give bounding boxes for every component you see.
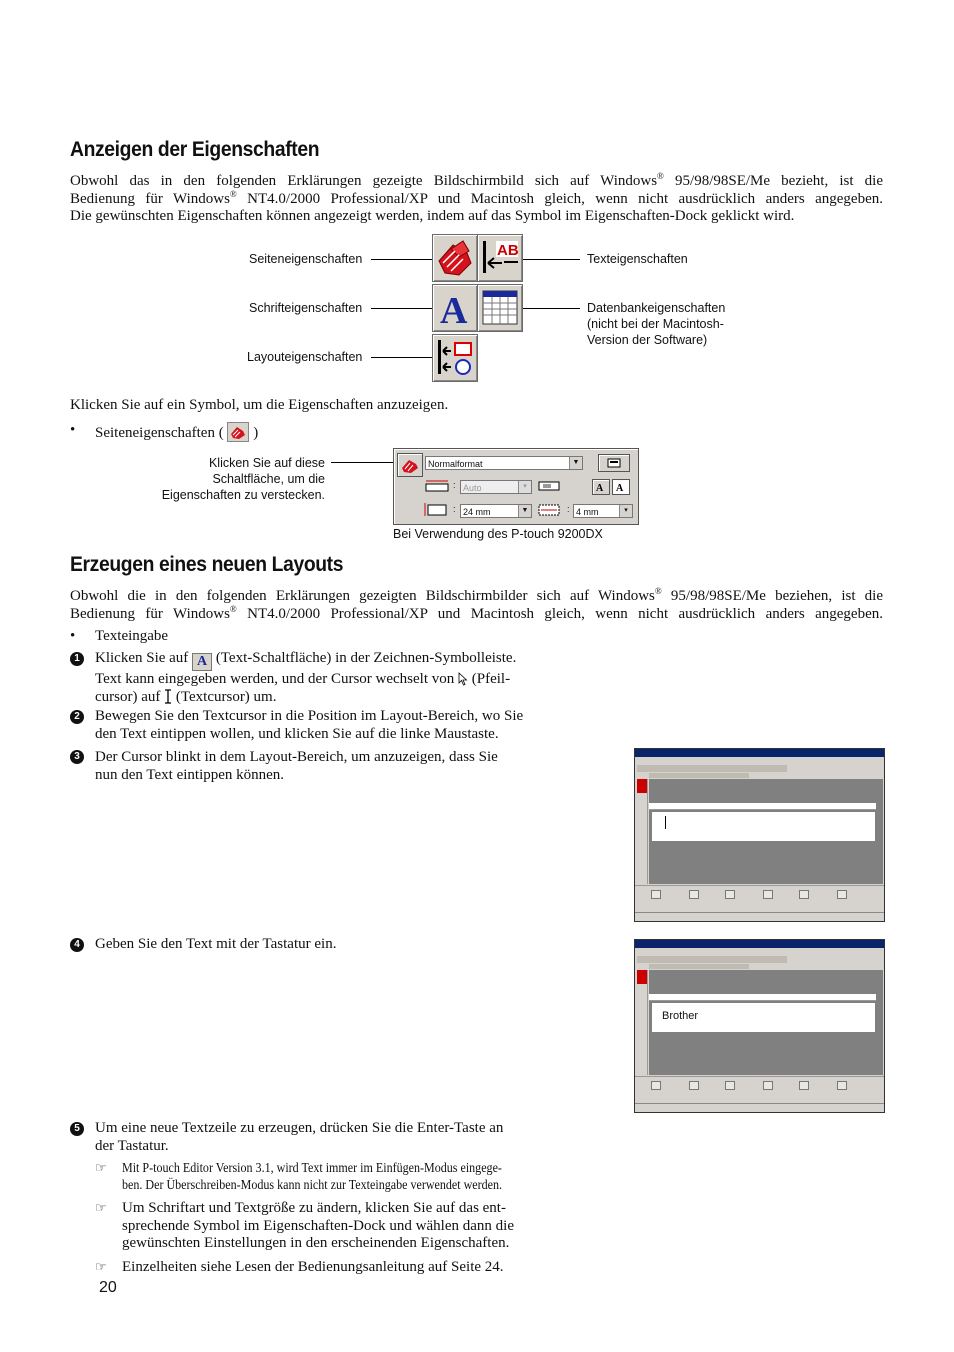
step-number-1: 1 (70, 652, 84, 666)
page-number: 20 (99, 1279, 117, 1296)
text-cursor-icon (164, 689, 172, 704)
text-button-icon: A (192, 653, 212, 671)
bullet-dot-2: • (70, 628, 76, 644)
svg-text:AB: AB (497, 242, 519, 259)
text-horizontal-button[interactable] (612, 479, 630, 495)
step-number-2: 2 (70, 710, 84, 724)
section-title-new-layout: Erzeugen eines neuen Layouts (70, 553, 344, 576)
step-number-5: 5 (70, 1122, 84, 1136)
font-properties-icon[interactable] (432, 284, 478, 332)
tape-width-icon (424, 479, 454, 493)
leader-line-text (520, 259, 580, 260)
note-hand-icon: ☞ (95, 1259, 107, 1274)
page-properties-dock: Normalformat ▼ : Auto ▾ A A : 24 mm ▼ : 4 mm ▾ (393, 448, 639, 525)
page-properties-icon[interactable] (432, 234, 478, 282)
bullet-dot: • (70, 422, 76, 438)
margin-field[interactable]: 4 mm ▾ (573, 504, 633, 518)
note-hand-icon: ☞ (95, 1200, 107, 1215)
typed-text: Brother (662, 1010, 699, 1022)
orientation-icon[interactable] (537, 479, 567, 493)
bullet-page-properties: Seiteneigenschaften ( ) (95, 422, 258, 443)
blinking-cursor (665, 816, 666, 829)
leader-line-callout (331, 462, 398, 463)
tape-length-icon (422, 502, 452, 518)
arrow-cursor-icon (458, 672, 468, 686)
tape-length-select[interactable]: 24 mm ▼ (460, 504, 532, 518)
hide-properties-button[interactable] (397, 453, 423, 477)
text-properties-icon[interactable] (477, 234, 523, 282)
step-3-text: Der Cursor blinkt in dem Layout-Bereich, um anzuzeigen, dass Sie nun den Text eintippen können. (95, 749, 498, 783)
tape-width-field[interactable]: Auto ▾ (460, 480, 532, 494)
step-1-text: Klicken Sie auf A (Text-Schaltfläche) in der Zeichnen-Symbolleiste. Text kann eingegeben werden, und der Cursor wechselt von (Pfeil- cursor) auf (Textcursor) um. (95, 650, 517, 705)
editor-screenshot-brother (634, 939, 885, 1113)
section-title-properties: Anzeigen der Eigenschaften (70, 138, 320, 161)
printer-setup-button[interactable] (598, 454, 630, 472)
text-vertical-button[interactable] (592, 479, 610, 495)
note-font-size: Um Schriftart und Textgröße zu ändern, klicken Sie auf das ent- sprechende Symbol im Eigenschaften-Dock und wählen dann die gewünschten Einstellungen in den erscheinenden Eigenschaften. (122, 1200, 514, 1251)
label-layout-properties: Layouteigenschaften (247, 350, 363, 364)
step-number-3: 3 (70, 750, 84, 764)
margin-icon (537, 502, 567, 518)
intro-paragraph-2: Obwohl die in den folgenden Erklärungen gezeigten Bildschirmbilder sich auf Windows® 95/98/98SE/Me beziehen, ist die Bedienung für Windows® NT4.0/2000 Professional/XP und Macintosh gleich, wenn nicht ausdrücklich anders angegeben. (70, 586, 883, 622)
bullet-text-input: Texteingabe (95, 628, 169, 644)
click-instruction: Klicken Sie auf ein Symbol, um die Eigenschaften anzuzeigen. (70, 397, 449, 413)
layout-properties-icon[interactable] (432, 334, 478, 382)
leader-line-font (371, 308, 433, 309)
svg-text:A: A (596, 483, 604, 494)
svg-text:A: A (440, 290, 468, 331)
note-see-manual: Einzelheiten siehe Lesen der Bedienungsanleitung auf Seite 24. (122, 1259, 504, 1275)
callout-hide-properties: Klicken Sie auf diese Schaltfläche, um die Eigenschaften zu verstecken. (161, 456, 325, 502)
note-insert-mode: Mit P-touch Editor Version 3.1, wird Text immer im Einfügen-Modus eingege- ben. Der Überschreiben-Modus kann nicht zur Texteingabe verwendet werden. (122, 1161, 503, 1193)
editor-screenshot-cursor (634, 748, 885, 922)
step-2-text: Bewegen Sie den Textcursor in die Position im Layout-Bereich, wo Sie den Text eintippen wollen, und klicken Sie auf die linke Maustaste. (95, 708, 524, 742)
label-text-properties: Texteigenschaften (587, 252, 688, 266)
label-page-properties: Seiteneigenschaften (249, 252, 363, 266)
step-5-text: Um eine neue Textzeile zu erzeugen, drücken Sie die Enter-Taste an der Tastatur. (95, 1120, 504, 1154)
format-select[interactable]: Normalformat ▼ (425, 456, 583, 470)
note-hand-icon: ☞ (95, 1160, 107, 1175)
database-properties-icon[interactable] (477, 284, 523, 332)
label-font-properties: Schrifteigenschaften (249, 301, 363, 315)
intro-paragraph-1: Obwohl das in den folgenden Erklärungen gezeigte Bildschirmbild sich auf Windows® 95/98/98SE/Me bezieht, ist die Bedienung für Windows® NT4.0/2000 Professional/XP und Macintosh gleich, wenn nicht ausdrücklich anders angegeben. Die gewünschten Eigenschaften können angezeigt werden, indem auf das Symbol im Eigenschaften-Dock geklickt wird. (70, 171, 883, 224)
step-4-text: Geben Sie den Text mit der Tastatur ein. (95, 936, 337, 952)
leader-line-layout (371, 357, 433, 358)
dock-caption: Bei Verwendung des P-touch 9200DX (393, 527, 603, 541)
step-number-4: 4 (70, 938, 84, 952)
label-database-properties: Datenbankeigenschaften (nicht bei der Macintosh- Version der Software) (587, 301, 726, 347)
leader-line-page (371, 259, 433, 260)
page-properties-inline-icon (227, 422, 249, 442)
leader-line-database (520, 308, 580, 309)
svg-text:A: A (616, 483, 624, 494)
